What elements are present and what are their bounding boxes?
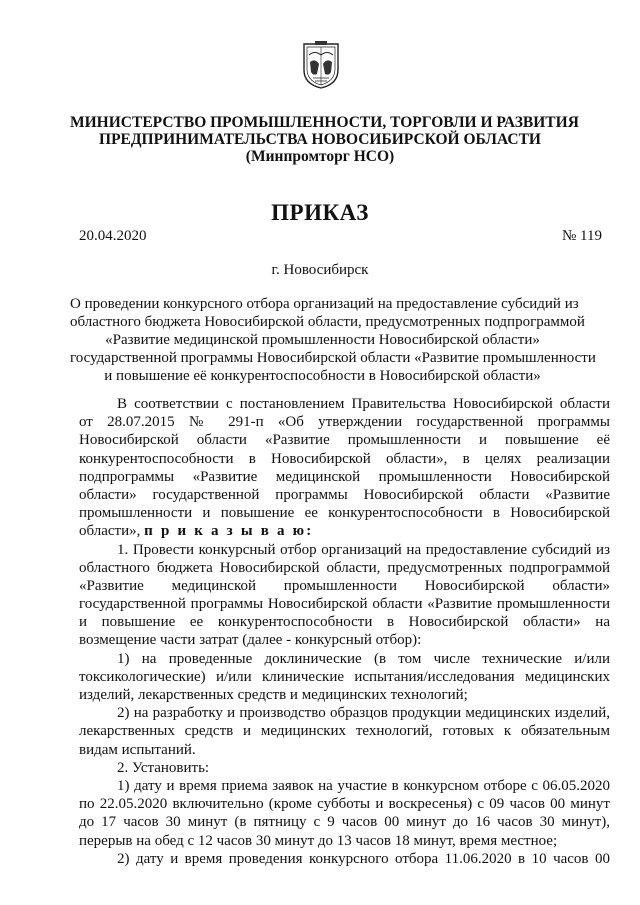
subject-line: О проведении конкурсного отбора организаций на предоставление субсидий из	[70, 296, 579, 312]
body-line: государственной программы Новосибирской области «Развитие промышленности	[79, 596, 610, 613]
ministry-short-name: (Минпромторг НСО)	[245, 148, 395, 165]
body-line: изделий, лекарственных средств и медицинских технологий;	[79, 687, 468, 703]
body-line-with-order-word	[79, 522, 610, 540]
body-line: лекарственных средств и медицинских технологий, готовых к обязательным	[79, 723, 610, 740]
ministry-line-2: ПРЕДПРИНИМАТЕЛЬСТВА НОВОСИБИРСКОЙ ОБЛАСТИ	[99, 131, 541, 148]
subject-line: областного бюджета Новосибирской области, предусмотренных подпрограммой	[70, 314, 585, 330]
body-line: и повышение ее конкурентоспособности в Новосибирской области» на	[79, 614, 610, 631]
order-subject	[70, 295, 596, 385]
body-line: промышленности и повышение ее конкурентоспособности в Новосибирской	[79, 505, 610, 522]
body-line: «Развитие медицинской промышленности Новосибирской области»	[79, 577, 610, 594]
body-line: до 17 часов 30 минут (в пятницу с 9 часов 00 минут до 16 часов 30 минут),	[79, 814, 610, 831]
body-line: областного бюджета Новосибирской области, предусмотренных подпрограммой	[79, 559, 610, 576]
body-line: 2. Установить:	[117, 759, 210, 776]
ministry-line-1: МИНИСТЕРСТВО ПРОМЫШЛЕННОСТИ, ТОРГОВЛИ И РАЗВИТИЯ	[70, 114, 579, 131]
order-number: № 119	[561, 228, 602, 244]
order-body	[79, 395, 610, 868]
ministry-header	[70, 114, 579, 165]
body-line: конкурентоспособности в Новосибирской области», в целях реализации	[79, 450, 610, 467]
body-line: возмещение части затрат (далее - конкурсный отбор):	[79, 632, 422, 649]
order-date: 20.04.2020	[79, 228, 147, 244]
body-line: В соответствии с постановлением Правительства Новосибирской области	[117, 396, 610, 412]
body-line: по 22.05.2020 включительно (кроме субботы и воскресенья) с 09 часов 00 минут	[79, 796, 610, 813]
subject-line: «Развитие медицинской промышленности Новосибирской области»	[105, 332, 540, 348]
body-line: токсикологические) и/или клинические испытания/исследования медицинских	[79, 668, 610, 685]
body-line: области» государственной программы Новосибирской области «Развитие	[79, 486, 610, 503]
body-line: 2) на разработку и производство образцов продукции медицинских изделий,	[117, 705, 610, 722]
body-line: 1) дату и время приема заявок на участие в конкурсном отборе с 06.05.2020	[117, 777, 610, 794]
body-line: подпрограммы «Развитие медицинской промышленности Новосибирской	[79, 468, 610, 485]
body-line: 1. Провести конкурсный отбор организаций на предоставление субсидий из	[117, 541, 610, 558]
body-line: от 28.07.2015 № 291-п «Об утверждении государственной программы	[79, 414, 610, 431]
body-line: 1) на проведенные доклинические (в том числе технические и/или	[117, 650, 610, 667]
order-title: ПРИКАЗ	[271, 200, 369, 225]
order-city: г. Новосибирск	[271, 262, 369, 278]
subject-line: и повышение её конкурентоспособности в Новосибирской области»	[104, 368, 541, 384]
body-line: перерыв на обед с 12 часов 30 минут до 13 часов 18 минут, время местное;	[79, 832, 558, 849]
body-line-text: области»,	[79, 523, 141, 540]
coat-of-arms-icon	[301, 40, 341, 90]
subject-line: государственной программы Новосибирской области «Развитие промышленности	[70, 350, 596, 366]
body-line: видам испытаний.	[79, 741, 196, 758]
order-word: п р и к а з ы в а ю:	[144, 523, 314, 540]
body-line: 2) дату и время проведения конкурсного отбора 11.06.2020 в 10 часов 00	[117, 850, 610, 867]
body-line: Новосибирской области «Развитие промышленности и повышение её	[79, 432, 610, 449]
